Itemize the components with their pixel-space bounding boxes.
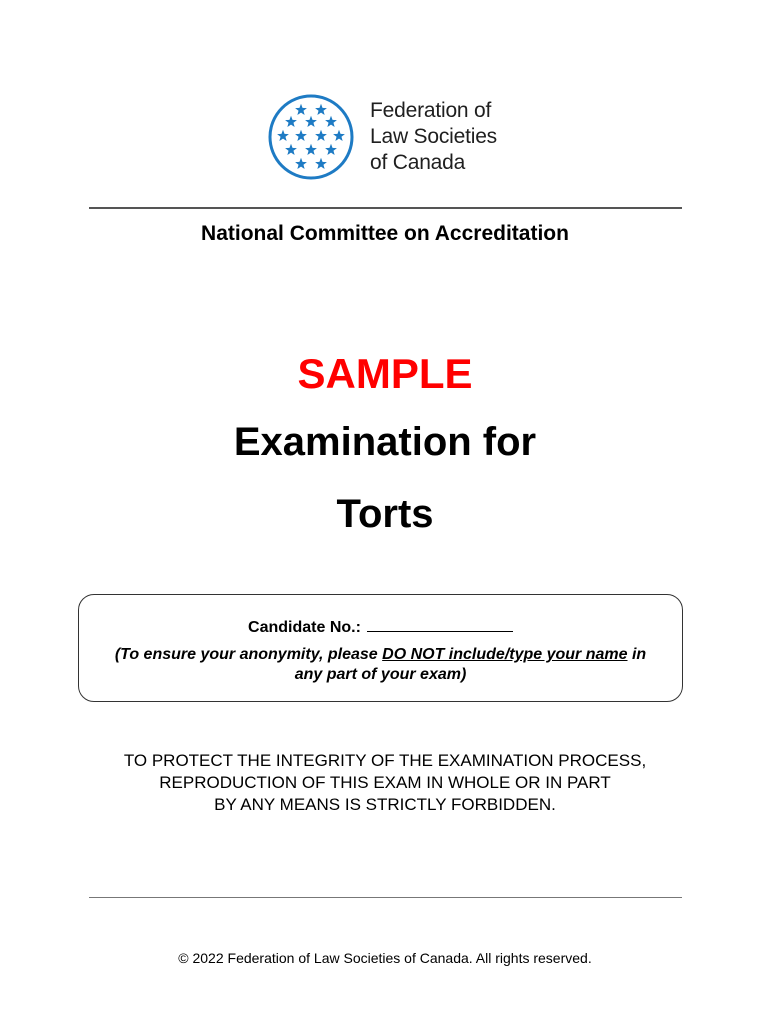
candidate-number-line	[79, 617, 682, 637]
emblem-star-icon	[305, 144, 317, 155]
emblem-star-icon	[325, 144, 337, 155]
emblem-star-icon	[325, 116, 337, 127]
candidate-number-label: Candidate No.:	[248, 619, 361, 636]
anonymity-note	[99, 645, 662, 685]
emblem-star-icon	[315, 104, 327, 115]
candidate-number-blank[interactable]	[367, 617, 513, 632]
emblem-star-icon	[315, 158, 327, 169]
committee-heading: National Committee on Accreditation	[201, 222, 569, 245]
emblem-star-icon	[333, 130, 345, 141]
emblem-star-icon	[295, 104, 307, 115]
emblem-star-icon	[315, 130, 327, 141]
emblem-star-icon	[285, 144, 297, 155]
emblem-star-icon	[305, 116, 317, 127]
logo-line-2: Law Societies	[370, 125, 497, 148]
emblem-star-icon	[277, 130, 289, 141]
sample-label: SAMPLE	[297, 350, 473, 397]
integrity-warning	[0, 750, 770, 816]
logo-wordmark	[370, 98, 497, 176]
anonymity-note-emphasis: DO NOT include/type your name	[382, 646, 628, 663]
emblem-star-icon	[295, 130, 307, 141]
emblem-star-icon	[285, 116, 297, 127]
star-circle-emblem-icon	[268, 94, 354, 180]
warning-line-1: TO PROTECT THE INTEGRITY OF THE EXAMINATION PROCESS,	[123, 751, 647, 770]
anonymity-note-start: (To ensure your anonymity, please	[114, 646, 383, 663]
federation-logo	[268, 94, 508, 184]
copyright-notice: © 2022 Federation of Law Societies of Canada. All rights reserved.	[178, 950, 592, 966]
anonymity-note-end: in any part of your exam)	[294, 646, 647, 683]
bottom-divider	[89, 897, 682, 898]
logo-line-1: Federation of	[370, 99, 492, 122]
warning-line-3: BY ANY MEANS IS STRICTLY FORBIDDEN.	[214, 795, 556, 814]
exam-subject: Torts	[336, 492, 434, 536]
logo-line-3: of Canada	[370, 151, 466, 174]
top-divider	[89, 207, 682, 209]
candidate-box	[78, 594, 683, 702]
emblem-star-icon	[295, 158, 307, 169]
exam-title: Examination for	[233, 420, 537, 464]
warning-line-2: REPRODUCTION OF THIS EXAM IN WHOLE OR IN PART	[159, 773, 611, 792]
